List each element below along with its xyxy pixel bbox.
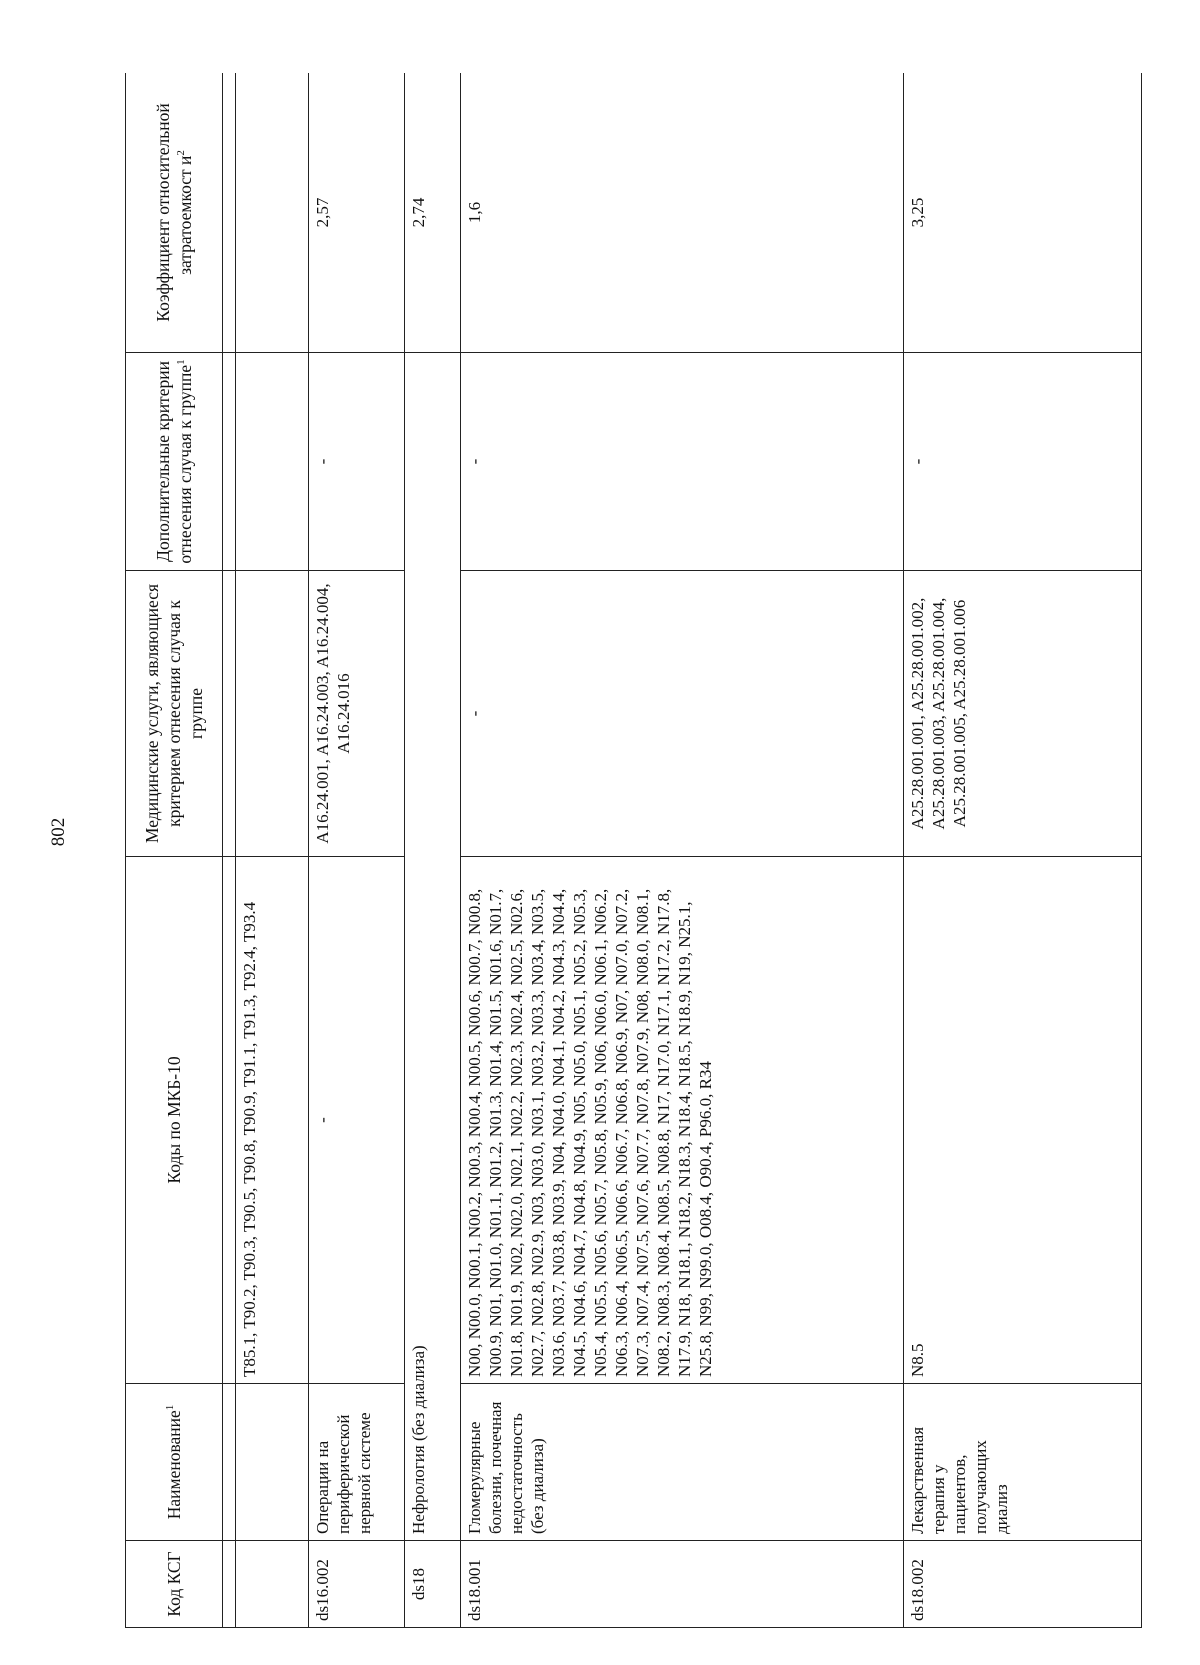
criteria-cell: - xyxy=(460,353,903,571)
services-cell: - xyxy=(460,571,903,857)
table-spacer-row xyxy=(222,73,235,1628)
ksg-code-cell: ds18.001 xyxy=(460,1541,903,1628)
category-name-cell: Нефрология (без диализа) xyxy=(404,353,460,1541)
header-code: Код КСГ xyxy=(126,1541,223,1628)
header-services: Медицинские услуги, являющиеся критерием отнесения случая к группе xyxy=(126,571,223,857)
icd-codes-cell: - xyxy=(309,857,405,1384)
table-row xyxy=(309,73,405,1628)
coefficient-cell: 2,74 xyxy=(404,73,460,353)
category-row xyxy=(404,73,460,1628)
table-container xyxy=(125,73,1142,1628)
ksg-name-cell: Гломерулярные болезни, почечная недостаточность (без диализа) xyxy=(460,1384,903,1541)
header-icd: Коды по МКБ-10 xyxy=(126,857,223,1384)
table-header-row xyxy=(126,73,223,1628)
ksg-table xyxy=(125,73,1142,1628)
coefficient-cell: 1,6 xyxy=(460,73,903,353)
ksg-name-cell: Лекарственная терапия у пациентов, получающих диализ xyxy=(903,1384,1141,1541)
header-criteria: Дополнительные критерии отнесения случая к группе$^1$ xyxy=(126,353,223,571)
rotated-table-frame xyxy=(125,73,1142,1628)
icd-codes-cell: T85.1, T90.2, T90.3, T90.5, T90.8, T90.9, T91.1, T91.3, T92.4, T93.4 xyxy=(235,857,308,1384)
coefficient-cell: 3,25 xyxy=(903,73,1141,353)
ksg-code-cell: ds18.002 xyxy=(903,1541,1141,1628)
header-name: Наименование$^1$ xyxy=(126,1384,223,1541)
icd-codes-cell: N00, N00.0, N00.1, N00.2, N00.3, N00.4, N00.5, N00.6, N00.7, N00.8, N00.9, N01, N01.0, N01.1, N01.2, N01.3, N01.4, N01.5, N01.6, N01.7, N01.8, N01.9, N02, N02.0, N02.1, N02.2, N02.3, N02.4, N02.5, N02.6, N02.7, N02.8, N02.9, N03, N03.0, N03.1, N03.2, N03.3, N03.4, N03.5, N03.6, N03.7, N03.8, N03.9, N04, N04.0, N04.1, N04.2, N04.3, N04.4, N04.5, N04.6, N04.7, N04.8, N04.9, N05, N05.0, N05.1, N05.2, N05.3, N05.4, N05.5, N05.6, N05.7, N05.8, N05.9, N06, N06.0, N06.1, N06.2, N06.3, N06.4, N06.5, N06.6, N06.7, N06.8, N06.9, N07, N07.0, N07.2, N07.3, N07.4, N07.5, N07.6, N07.7, N07.8, N07.9, N08, N08.0, N08.1, N08.2, N08.3, N08.4, N08.5, N08.8, N17, N17.0, N17.1, N17.2, N17.8, N17.9, N18, N18.1, N18.2, N18.3, N18.4, N18.5, N18.9, N19, N25.1, N25.8, N99, N99.0, O08.4, O90.4, P96.0, R34 xyxy=(460,857,903,1384)
ksg-name-cell: Операции на периферической нервной системе xyxy=(309,1384,405,1541)
ksg-code-cell: ds16.002 xyxy=(309,1541,405,1628)
table-row xyxy=(903,73,1141,1628)
services-cell: A25.28.001.001, A25.28.001.002, A25.28.001.003, A25.28.001.004, A25.28.001.005, A25.28.001.006 xyxy=(903,571,1141,857)
table-row xyxy=(460,73,903,1628)
table-row xyxy=(235,73,308,1628)
criteria-cell: - xyxy=(903,353,1141,571)
icd-codes-cell: N8.5 xyxy=(903,857,1141,1384)
header-coef: Коэффициент относительной затратоемкост $и^2$ xyxy=(126,73,223,353)
criteria-cell: - xyxy=(309,353,405,571)
services-cell: A16.24.001, A16.24.003, A16.24.004, A16.24.016 xyxy=(309,571,405,857)
page-number: 802 xyxy=(48,817,69,847)
ksg-code-cell: ds18 xyxy=(404,1541,460,1628)
coefficient-cell: 2,57 xyxy=(309,73,405,353)
